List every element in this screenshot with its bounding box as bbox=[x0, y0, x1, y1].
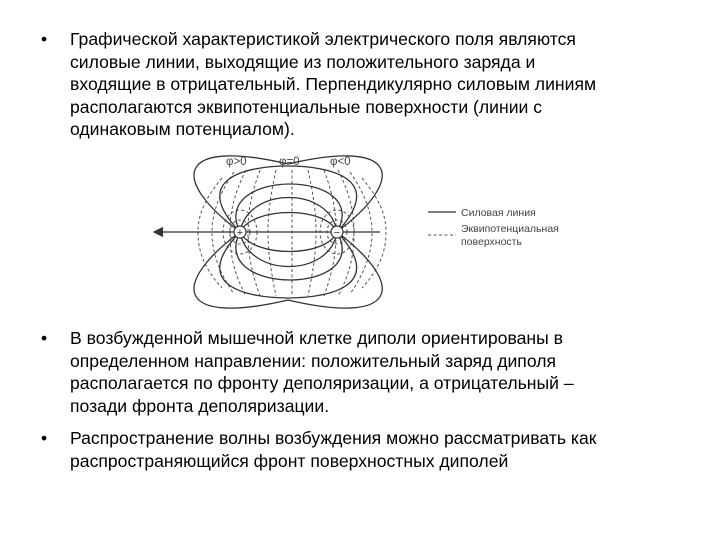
text-line: В возбужденной мышечной клетке диполи ориентированы в bbox=[70, 328, 563, 348]
field-line bbox=[236, 184, 342, 232]
text-line: располагается по фронту деполяризации, а отрицательный – bbox=[70, 373, 574, 393]
text-line: распространяющийся фронт поверхностных диполей bbox=[70, 450, 509, 471]
bullet-marker: • bbox=[41, 428, 48, 448]
field-line bbox=[240, 232, 337, 267]
text-line: располагаются эквипотенциальные поверхности (линии с bbox=[70, 96, 543, 117]
bullet-text bbox=[70, 28, 680, 141]
text-line: входящие в отрицательный. Перпендикулярно силовым линиям bbox=[70, 74, 597, 94]
text-line: позади фронта деполяризации. bbox=[70, 395, 330, 416]
text-line: Графической характеристикой электрического поля являются bbox=[70, 29, 576, 49]
text-line: Распространение волны возбуждения можно рассматривать как bbox=[70, 428, 597, 448]
field-line-outer bbox=[194, 232, 382, 308]
legend-equipotential-label-1: Эквипотенциальная bbox=[461, 223, 559, 235]
equipotential-line bbox=[268, 170, 276, 296]
potential-label-negative: φ<0 bbox=[330, 156, 351, 168]
potential-label-zero: φ=0 bbox=[279, 156, 300, 168]
dipole-field-diagram bbox=[148, 148, 568, 312]
bullet-text bbox=[70, 327, 680, 417]
negative-charge-sign: − bbox=[333, 227, 341, 239]
equipotential-line bbox=[362, 178, 386, 288]
equipotential-line bbox=[212, 172, 234, 294]
equipotential-lines bbox=[198, 170, 386, 296]
bullet-marker: • bbox=[41, 29, 48, 49]
bullet-marker: • bbox=[41, 328, 48, 348]
text-line: силовые линии, выходящие из положительного заряда и bbox=[70, 51, 536, 72]
field-line bbox=[236, 232, 342, 280]
field-line bbox=[240, 232, 337, 252]
text-line: определенном направлении: положительный заряд диполя bbox=[70, 350, 557, 371]
text-line: одинаковым потенциалом). bbox=[70, 119, 295, 139]
legend-equipotential-label-2: поверхность bbox=[461, 236, 522, 248]
field-line bbox=[240, 198, 337, 233]
potential-label-positive: φ>0 bbox=[226, 156, 247, 168]
field-line bbox=[240, 213, 337, 233]
bullet-text bbox=[70, 427, 680, 472]
legend-field-line-label: Силовая линия bbox=[461, 207, 536, 219]
equipotential-line bbox=[350, 172, 372, 294]
positive-charge-sign: + bbox=[236, 227, 244, 239]
